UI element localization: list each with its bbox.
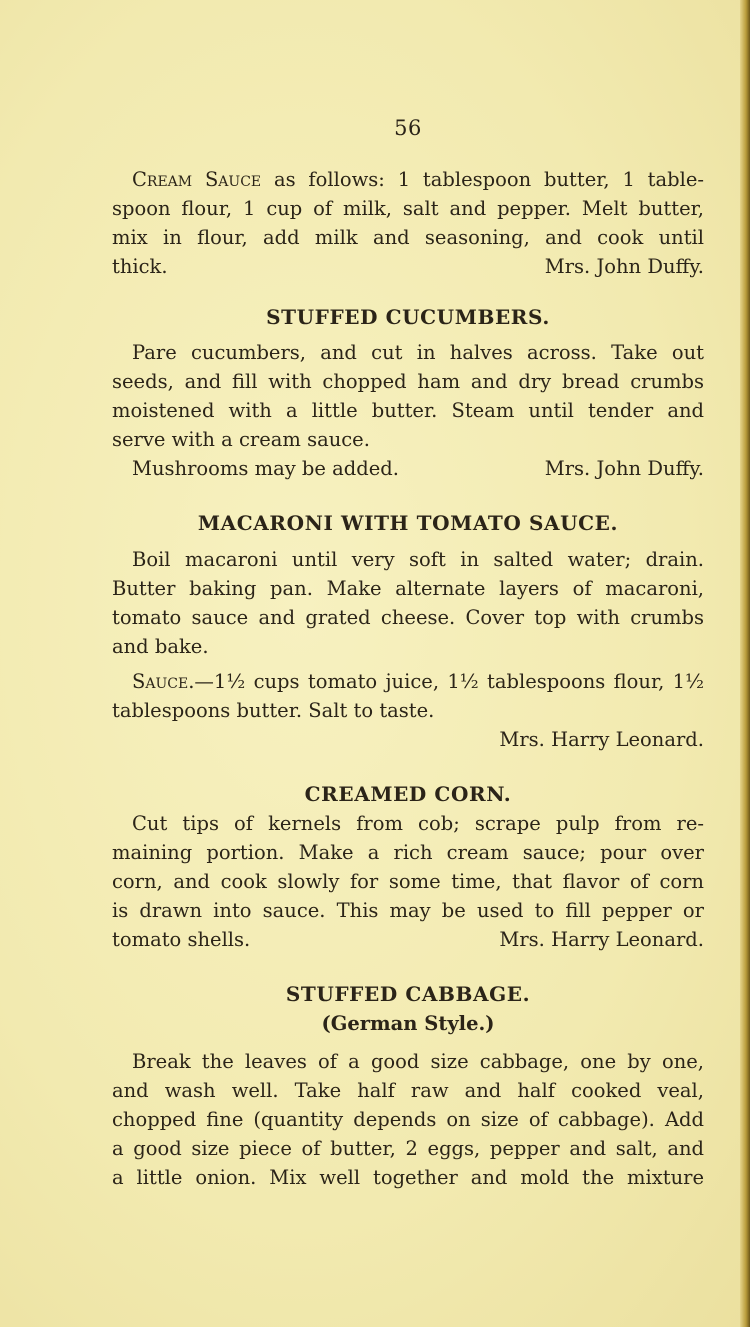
- stuffed-cabbage-body: [112, 1047, 704, 1192]
- recipe-line: maining portion. Make a rich cream sauce; pour over: [112, 841, 704, 864]
- recipe-text: thick.: [112, 255, 168, 278]
- recipe-title: CREAMED CORN.: [304, 782, 512, 806]
- recipe-line: [112, 252, 704, 281]
- recipe-line: moistened with a little butter. Steam until tender and: [112, 399, 704, 422]
- recipe-line: Pare cucumbers, and cut in halves across. Take out: [132, 341, 704, 364]
- cream-sauce-recipe: [112, 165, 704, 281]
- recipe-line: tablespoons butter. Salt to taste.: [112, 699, 435, 722]
- recipe-line: corn, and cook slowly for some time, that flavor of corn: [112, 870, 704, 893]
- recipe-line: a good size piece of butter, 2 eggs, pepper and salt, and: [112, 1137, 704, 1160]
- book-spine-edge: [740, 0, 750, 1327]
- recipe-line: Cut tips of kernels from cob; scrape pulp from re-: [132, 812, 704, 835]
- recipe-subtitle: (German Style.): [321, 1012, 495, 1035]
- recipe-line: serve with a cream sauce.: [112, 428, 370, 451]
- recipe-title: MACARONI WITH TOMATO SAUCE.: [197, 511, 619, 535]
- recipe-line: spoon flour, 1 cup of milk, salt and pepper. Melt butter,: [112, 197, 704, 220]
- recipe-author: Mrs. John Duffy.: [544, 457, 704, 480]
- recipe-line: chopped fine (quantity depends on size of cabbage). Add: [112, 1108, 704, 1131]
- macaroni-sauce: [112, 667, 704, 754]
- recipe-title: STUFFED CUCUMBERS.: [266, 305, 550, 329]
- recipe-title: STUFFED CABBAGE.: [285, 982, 531, 1006]
- recipe-line: [112, 925, 704, 954]
- recipe-line: seeds, and fill with chopped ham and dry bread crumbs: [112, 370, 704, 393]
- recipe-line: Cream Sauce as follows: 1 tablespoon butter, 1 table-: [132, 168, 704, 191]
- recipe-line: and bake.: [112, 635, 209, 658]
- recipe-author: Mrs. Harry Leonard.: [499, 928, 704, 951]
- recipe-author: Mrs. Harry Leonard.: [499, 728, 704, 751]
- sauce-lead: Sauce.: [132, 670, 195, 693]
- recipe-line: a little onion. Mix well together and mold the mixture: [112, 1166, 704, 1189]
- page-number: 56: [394, 116, 422, 140]
- recipe-author: Mrs. John Duffy.: [544, 255, 704, 278]
- creamed-corn-recipe: [112, 779, 704, 809]
- stuffed-cabbage-recipe: [112, 979, 704, 1039]
- cream-sauce-lead: Cream Sauce: [132, 168, 262, 191]
- creamed-corn-body: [112, 809, 704, 954]
- recipe-line: [112, 454, 704, 483]
- recipe-text: tomato shells.: [112, 928, 251, 951]
- stuffed-cucumbers-body: [112, 338, 704, 483]
- recipe-line: Sauce.—1½ cups tomato juice, 1½ tablespoons flour, 1½: [132, 670, 704, 693]
- recipe-line: mix in flour, add milk and seasoning, and cook until: [112, 226, 704, 249]
- macaroni-recipe: [112, 508, 704, 538]
- recipe-note: Mushrooms may be added.: [132, 457, 399, 480]
- macaroni-body: [112, 545, 704, 661]
- recipe-line: is drawn into sauce. This may be used to fill pepper or: [112, 899, 704, 922]
- recipe-line: tomato sauce and grated cheese. Cover top with crumbs: [112, 606, 704, 629]
- stuffed-cucumbers-recipe: [112, 302, 704, 332]
- recipe-line: and wash well. Take half raw and half cooked veal,: [112, 1079, 704, 1102]
- recipe-line: Butter baking pan. Make alternate layers of macaroni,: [112, 577, 704, 600]
- recipe-line: Break the leaves of a good size cabbage, one by one,: [132, 1050, 704, 1073]
- recipe-line: Boil macaroni until very soft in salted water; drain.: [132, 548, 704, 571]
